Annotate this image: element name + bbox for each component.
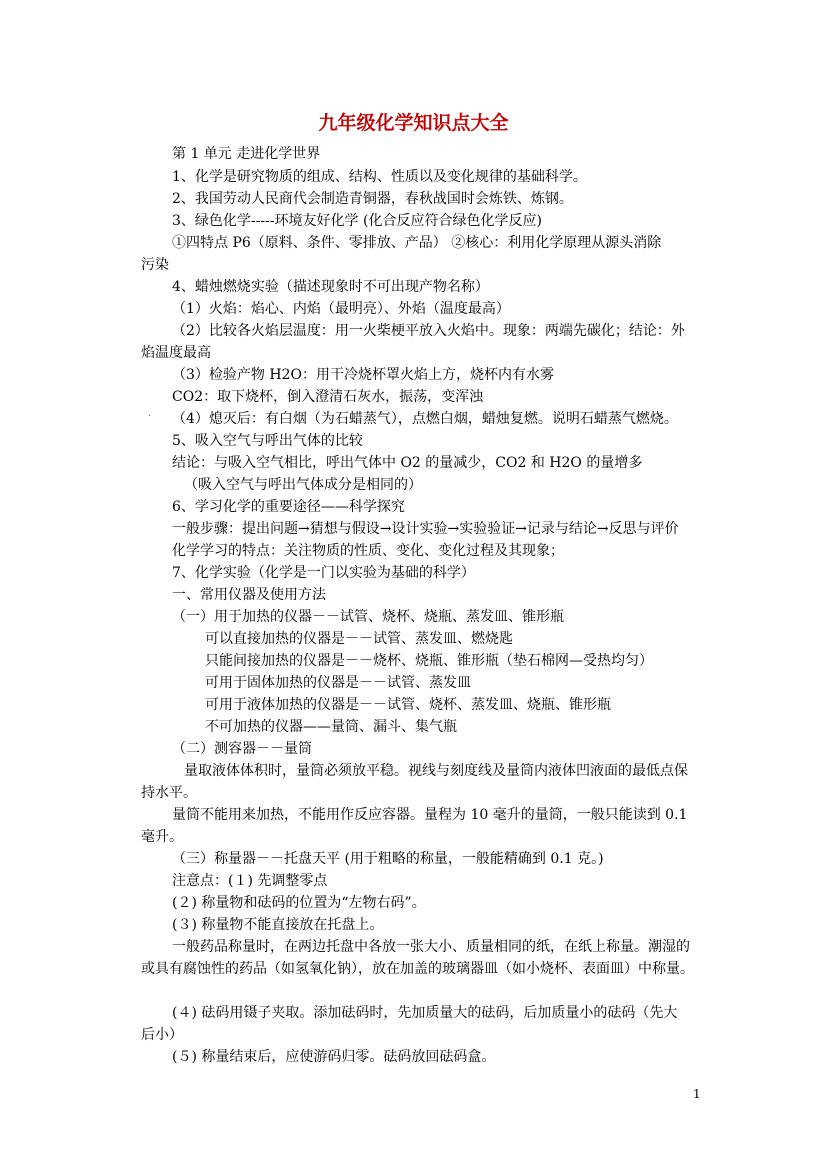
text-line: 注意点：(１) 先调整零点 [172, 873, 328, 889]
document-title: 九年级化学知识点大全 [318, 112, 509, 134]
text-line: 6、学习化学的重要途径——科学探究 [172, 499, 405, 515]
text-line: （三）称量器－－托盘天平 (用于粗略的称量，一般能精确到 0.1 克。) [172, 851, 604, 867]
text-line: 持水平。 [141, 785, 197, 801]
text-line: （2）比较各火焰层温度：用一火柴梗平放入火焰中。现象：两端先碳化；结论：外 [172, 323, 685, 339]
text-line: 量筒不能用来加热，不能用作反应容器。量程为 10 毫升的量筒，一般只能读到 0.1 [172, 807, 688, 823]
text-line: (２) 称量物和砝码的位置为“左物右码”。 [172, 895, 426, 911]
text-line: 可用于液体加热的仪器是－－试管、烧杯、蒸发皿、烧瓶、锥形瓶 [205, 697, 611, 713]
text-line: （二）测容器－－量筒 [172, 741, 312, 757]
text-line: ①四特点 P6（原料、条件、零排放、产品） ②核心：利用化学原理从源头消除 [172, 235, 662, 251]
unit-heading: 第 1 单元 走进化学世界 [172, 146, 321, 162]
text-line: 一般药品称量时，在两边托盘中各放一张大小、质量相同的纸，在纸上称量。潮湿的 [172, 939, 690, 955]
text-line: 或具有腐蚀性的药品（如氢氧化钠），放在加盖的玻璃器皿（如小烧杯、表面皿）中称量。 [141, 961, 694, 977]
text-line: 结论：与吸入空气相比，呼出气体中 O2 的量减少，CO2 和 H2O 的量增多 [172, 455, 643, 471]
margin-mark: . [148, 408, 152, 419]
text-line: 不可加热的仪器——量筒、漏斗、集气瓶 [205, 719, 457, 735]
text-line: (４) 砝码用镊子夹取。添加砝码时，先加质量大的砝码，后加质量小的砝码（先大 [172, 1005, 678, 1021]
text-line: 焰温度最高 [141, 345, 211, 361]
text-line: 量取液体体积时，量筒必须放平稳。视线与刻度线及量筒内液体凹液面的最低点保 [184, 763, 688, 779]
text-line: 毫升。 [141, 829, 183, 845]
text-line: (３) 称量物不能直接放在托盘上。 [172, 917, 384, 933]
text-line: 后小） [141, 1027, 183, 1043]
text-line: 可以直接加热的仪器是－－试管、蒸发皿、燃烧匙 [205, 631, 513, 647]
text-line: 4、蜡烛燃烧实验（描述现象时不可出现产物名称） [172, 279, 489, 295]
text-line: 3、绿色化学-----环境友好化学 (化合反应符合绿色化学反应) [172, 213, 542, 229]
text-line: 7、化学实验（化学是一门以实验为基础的科学） [172, 565, 475, 581]
page-number: 1 [693, 1087, 701, 1101]
text-line: 只能间接加热的仪器是－－烧杯、烧瓶、锥形瓶（垫石棉网—受热均匀） [205, 653, 653, 669]
text-line: 化学学习的特点：关注物质的性质、变化、变化过程及其现象； [172, 543, 564, 559]
text-line: 5、吸入空气与呼出气体的比较 [172, 433, 363, 449]
text-line: 可用于固体加热的仪器是－－试管、蒸发皿 [205, 675, 471, 691]
text-line: CO2：取下烧杯，倒入澄清石灰水，振荡，变浑浊 [172, 389, 484, 405]
text-line: （3）检验产物 H2O：用干冷烧杯罩火焰上方，烧杯内有水雾 [172, 367, 554, 383]
text-line: (５) 称量结束后，应使游码归零。砝码放回砝码盒。 [172, 1049, 496, 1065]
text-line: 污染 [141, 257, 169, 273]
text-line: 1、化学是研究物质的组成、结构、性质以及变化规律的基础科学。 [172, 169, 587, 185]
text-line: 2、我国劳动人民商代会制造青铜器，春秋战国时会炼铁、炼钢。 [172, 191, 573, 207]
section-heading: 一、常用仪器及使用方法 [172, 587, 326, 603]
text-line: （吸入空气与呼出气体成分是相同的） [184, 477, 422, 493]
text-line: （4）熄灭后：有白烟（为石蜡蒸气），点燃白烟，蜡烛复燃。说明石蜡蒸气燃烧。 [172, 411, 678, 427]
text-line: （一）用于加热的仪器－－试管、烧杯、烧瓶、蒸发皿、锥形瓶 [172, 609, 564, 625]
text-line: 一般步骤：提出问题→猜想与假设→设计实验→实验验证→记录与结论→反思与评价 [172, 521, 679, 537]
text-line: （1）火焰：焰心、内焰（最明亮）、外焰（温度最高） [172, 301, 510, 317]
